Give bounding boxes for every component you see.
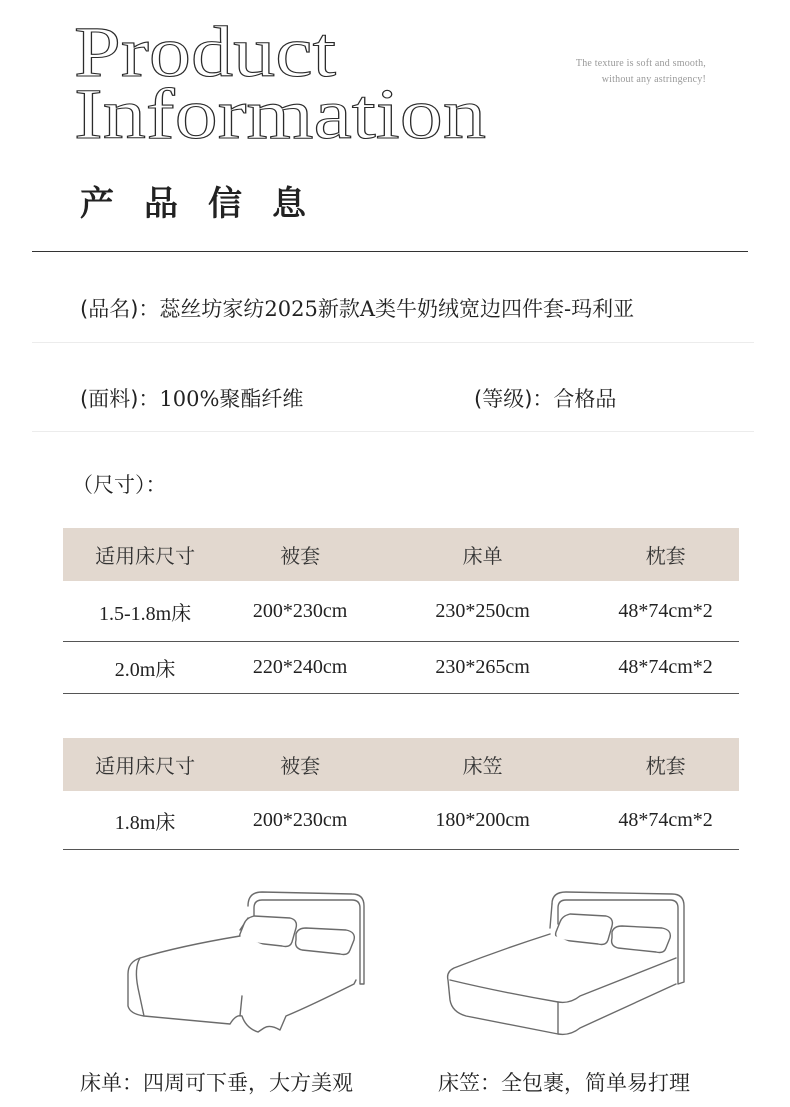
- table-row: [63, 642, 739, 694]
- grade-row: [474, 383, 616, 413]
- table-header: 被套: [227, 528, 373, 581]
- product-name-label: (品名)：: [80, 297, 160, 321]
- table-header-row: [63, 528, 739, 581]
- grade-label: (等级)：: [474, 387, 554, 411]
- size-table-sheet: [63, 528, 739, 694]
- hero-line-1: Product: [74, 14, 336, 92]
- fitted-sheet-bed-illustration: [440, 888, 700, 1048]
- table-cell: 220*240cm: [227, 642, 373, 694]
- table-header-row: [63, 738, 739, 791]
- table-cell: 48*74cm*2: [592, 791, 739, 850]
- table-cell: 1.5-1.8m床: [63, 581, 227, 642]
- hero-title-art: [74, 14, 514, 144]
- table-cell: 1.8m床: [63, 791, 227, 850]
- fabric-row: [80, 383, 303, 413]
- fitted-sheet-caption: 床笠：全包裹，简单易打理: [438, 1071, 690, 1095]
- table-header: 适用床尺寸: [63, 528, 227, 581]
- table-cell: 230*250cm: [373, 581, 592, 642]
- table-cell: 200*230cm: [227, 791, 373, 850]
- table-header: 枕套: [592, 528, 739, 581]
- tagline: [576, 56, 706, 88]
- row-divider: [32, 342, 754, 343]
- product-name-value: 蕊丝坊家纺2025新款A类牛奶绒宽边四件套-玛利亚: [159, 297, 635, 321]
- hero-line-2: Information: [74, 74, 486, 144]
- row-divider: [32, 431, 754, 432]
- size-label: （尺寸）：: [72, 473, 167, 497]
- hero-title: [74, 14, 514, 148]
- fabric-value: 100%聚酯纤维: [159, 387, 304, 411]
- table-cell: 200*230cm: [227, 581, 373, 642]
- table-cell: 2.0m床: [63, 642, 227, 694]
- table-cell: 48*74cm*2: [592, 642, 739, 694]
- table-row: [63, 791, 739, 850]
- table-header: 枕套: [592, 738, 739, 791]
- size-table-fitted: [63, 738, 739, 850]
- table-row: [63, 581, 739, 642]
- title-divider: [32, 251, 748, 252]
- grade-value: 合格品: [553, 387, 617, 411]
- table-header: 床笠: [373, 738, 592, 791]
- tagline-line-2: without any astringency!: [601, 74, 706, 85]
- table-header: 适用床尺寸: [63, 738, 227, 791]
- table-cell: 48*74cm*2: [592, 581, 739, 642]
- product-name-row: [80, 293, 634, 323]
- fabric-label: (面料)：: [80, 387, 160, 411]
- flat-sheet-caption: 床单：四周可下垂，大方美观: [80, 1071, 353, 1095]
- page-title: 产品信息: [80, 184, 336, 224]
- table-cell: 180*200cm: [373, 791, 592, 850]
- flat-sheet-bed-illustration: [120, 888, 370, 1048]
- table-header: 床单: [373, 528, 592, 581]
- table-header: 被套: [227, 738, 373, 791]
- tagline-line-1: The texture is soft and smooth,: [575, 58, 706, 69]
- table-cell: 230*265cm: [373, 642, 592, 694]
